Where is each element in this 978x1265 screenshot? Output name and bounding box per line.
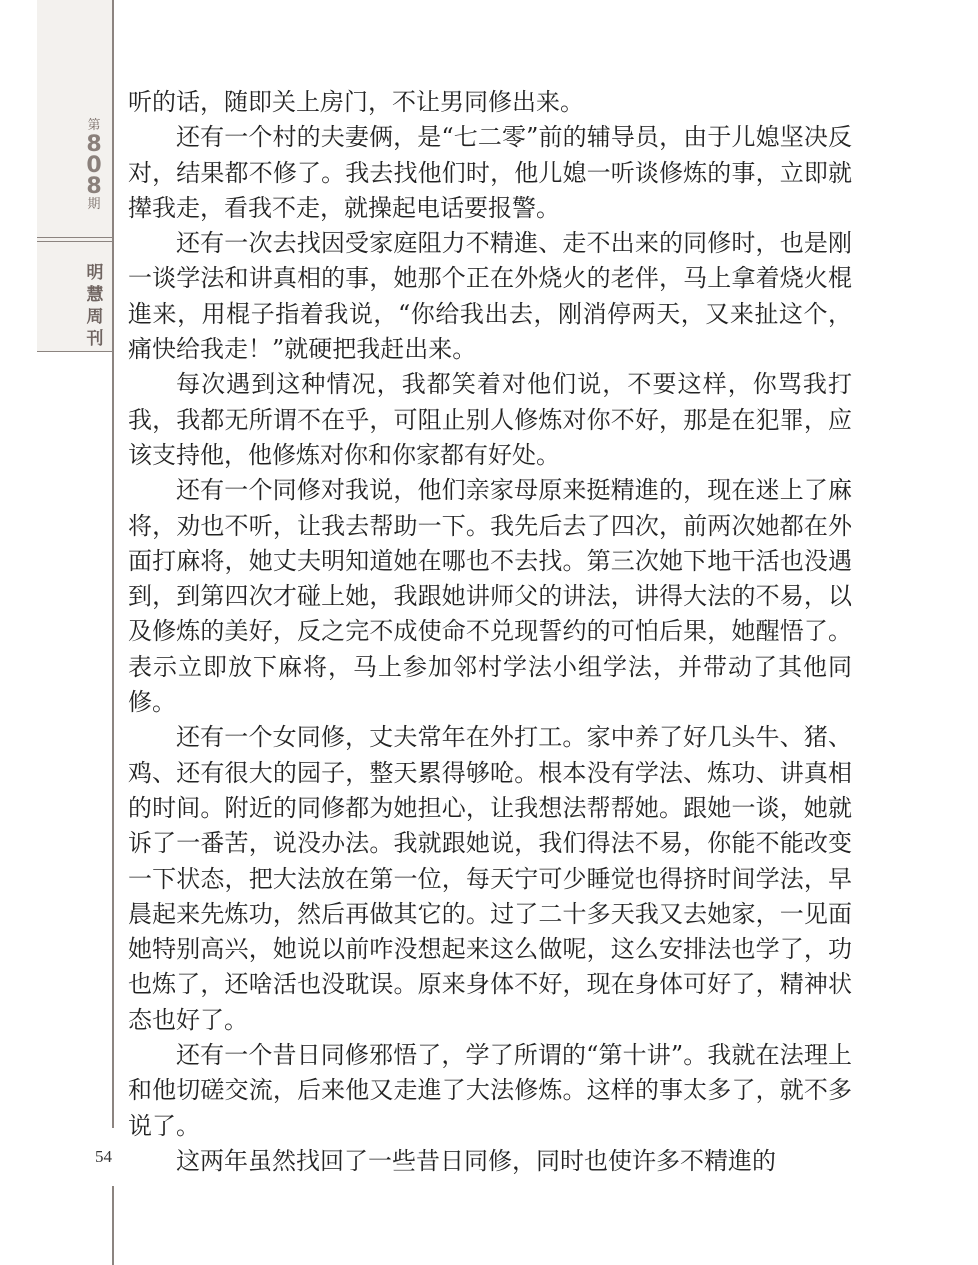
margin-line: [112, 1186, 114, 1265]
magazine-char: 慧: [86, 285, 104, 305]
magazine-char: 周: [86, 307, 104, 327]
issue-digit: 8: [86, 174, 102, 199]
issue-digit: 0: [86, 153, 102, 178]
issue-label: [85, 118, 103, 213]
magazine-char: 刊: [86, 329, 104, 349]
paragraph: 还有一个昔日同修邪悟了，学了所谓的“第十讲”。我就在法理上和他切磋交流，后来他又走進了大法修炼。这样的事太多了，就不多说了。: [128, 1041, 852, 1140]
paragraph: 听的话，随即关上房门，不让男同修出来。: [128, 88, 584, 116]
paragraph: 还有一个村的夫妻俩，是“七二零”前的辅导员，由于儿媳坚决反对，结果都不修了。我去找他们时，他儿媳一听谈修炼的事，立即就撵我走，看我不走，就操起电话要报警。: [128, 123, 852, 222]
issue-prefix: 第: [87, 118, 101, 133]
paragraph: 还有一个同修对我说，他们亲家母原来挺精進的，现在迷上了麻将，劝也不听，让我去帮助一下。我先后去了四次，前两次她都在外面打麻将，她丈夫明知道她在哪也不去找。第三次她下地干活也没遇到，到第四次才碰上她，我跟她讲师父的讲法，讲得大法的不易，以及修炼的美好，反之完不成使命不兑现誓约的可怕后果，她醒悟了。表示立即放下麻将，马上参加邻村学法小组学法，并带动了其他同修。: [128, 476, 852, 717]
sidebar-bottom-rule: [37, 351, 113, 352]
issue-suffix: 期: [87, 197, 101, 212]
margin-line: [112, 0, 114, 1128]
paragraph: 每次遇到这种情况，我都笑着对他们说，不要这样，你骂我打我，我都无所谓不在乎，可阻止别人修炼对你不好，那是在犯罪，应该支持他，他修炼对你和你家都有好处。: [128, 370, 852, 469]
issue-digit: 8: [86, 132, 102, 157]
paragraph: 还有一个女同修，丈夫常年在外打工。家中养了好几头牛、猪、鸡、还有很大的园子，整天累得够呛。根本没有学法、炼功、讲真相的时间。附近的同修都为她担心，让我想法帮帮她。跟她一谈，她就诉了一番苦，说没办法。我就跟她说，我们得法不易，你能不能改变一下状态，把大法放在第一位，每天宁可少睡觉也得挤时间学法，早晨起来先炼功，然后再做其它的。过了二十多天我又去她家，一见面她特别高兴，她说以前咋没想起来这么做呢，这么安排法也学了，功也炼了，还啥活也没耽误。原来身体不好，现在身体可好了，精神状态也好了。: [128, 723, 852, 1034]
article-body: [128, 85, 852, 1179]
paragraph: 这两年虽然找回了一些昔日同修，同时也使许多不精進的: [176, 1146, 776, 1175]
page-number: 54: [95, 1147, 112, 1166]
magazine-char: 明: [86, 263, 104, 283]
magazine-title: [85, 262, 105, 350]
sidebar-divider: [37, 237, 113, 242]
paragraph: 还有一次去找因受家庭阻力不精進、走不出来的同修时，也是刚一谈学法和讲真相的事，她那个正在外烧火的老伴，马上拿着烧火棍進来，用棍子指着我说，“你给我出去，刚消停两天，又来扯这个，痛快给我走！”就硬把我赶出来。: [128, 229, 852, 364]
